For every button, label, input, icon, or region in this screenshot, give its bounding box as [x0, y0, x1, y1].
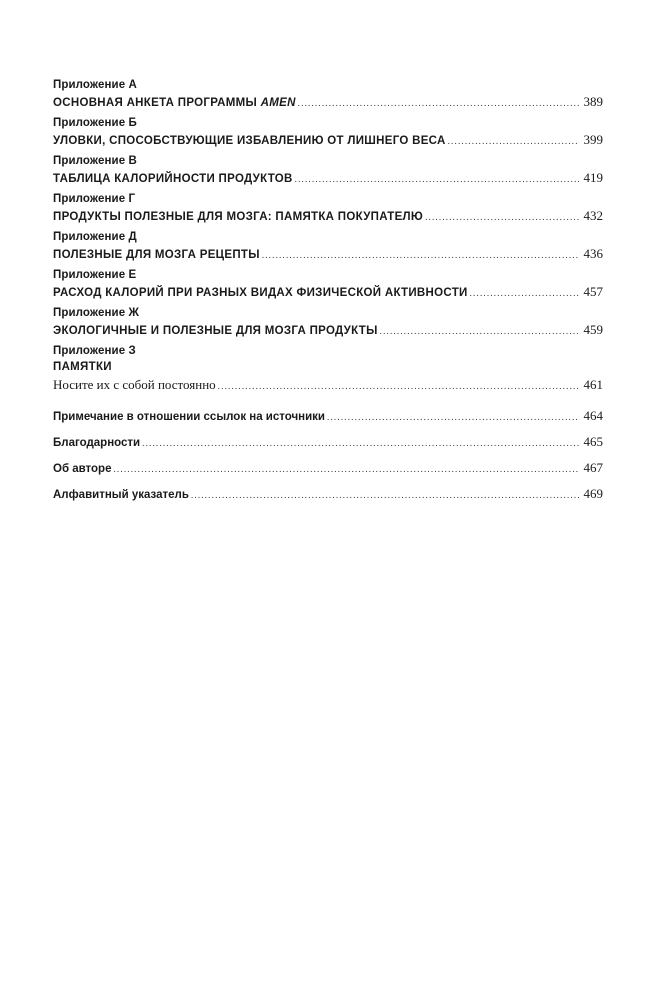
leader-dots	[142, 435, 579, 452]
leader-dots	[425, 209, 579, 226]
toc-entry-appendix-d[interactable]	[53, 230, 603, 262]
page-number: 457	[583, 284, 603, 299]
leader-dots	[262, 247, 579, 264]
page-number: 399	[583, 132, 603, 147]
page-number: 469	[583, 486, 603, 501]
section-title: Примечание в отношении ссылок на источники	[53, 411, 326, 423]
appendix-label: Приложение З	[53, 345, 136, 357]
leader-dots	[327, 409, 579, 426]
leader-dots	[448, 133, 579, 150]
appendix-label: Приложение Г	[53, 193, 136, 205]
appendix-label: Приложение Ж	[53, 307, 139, 319]
leader-dots	[380, 323, 579, 340]
toc-entry-appendix-b[interactable]	[53, 116, 603, 148]
section-title: Благодарности	[53, 437, 141, 449]
page-number: 389	[583, 94, 603, 109]
page-number: 419	[583, 170, 603, 185]
appendix-label: Приложение В	[53, 155, 137, 167]
appendix-subtitle: Носите их с собой постоянно	[53, 377, 216, 392]
appendix-title: ПАМЯТКИ	[53, 361, 112, 373]
section-title: Об авторе	[53, 463, 112, 475]
table-of-contents	[53, 78, 603, 502]
toc-line	[53, 131, 603, 148]
appendix-label: Приложение А	[53, 79, 137, 91]
appendix-title: ПРОДУКТЫ ПОЛЕЗНЫЕ ДЛЯ МОЗГА: ПАМЯТКА ПОКУПАТЕЛЮ	[53, 211, 424, 223]
toc-entry-acknowledgements[interactable]	[53, 433, 603, 450]
toc-entry-appendix-e[interactable]	[53, 268, 603, 300]
page-number: 461	[583, 377, 603, 392]
page-number: 465	[583, 434, 603, 449]
leader-dots	[218, 378, 579, 395]
page-number: 432	[583, 208, 603, 223]
page-number: 459	[583, 322, 603, 337]
appendix-label: Приложение Д	[53, 231, 137, 243]
toc-entry-appendix-zh[interactable]	[53, 306, 603, 338]
toc-entry-about-author[interactable]	[53, 459, 603, 476]
appendix-label: Приложение Б	[53, 117, 137, 129]
toc-line	[53, 245, 603, 262]
toc-line	[53, 169, 603, 186]
toc-entry-notes[interactable]	[53, 407, 603, 424]
appendix-title: ТАБЛИЦА КАЛОРИЙНОСТИ ПРОДУКТОВ	[53, 173, 293, 185]
appendix-title: ПОЛЕЗНЫЕ ДЛЯ МОЗГА РЕЦЕПТЫ	[53, 249, 260, 261]
toc-line	[53, 93, 603, 110]
appendix-title: УЛОВКИ, СПОСОБСТВУЮЩИЕ ИЗБАВЛЕНИЮ ОТ ЛИШНЕГО ВЕСА	[53, 135, 446, 147]
toc-entry-appendix-v[interactable]	[53, 154, 603, 186]
page-number: 467	[583, 460, 603, 475]
leader-dots	[295, 171, 579, 188]
toc-line	[53, 321, 603, 338]
leader-dots	[298, 95, 579, 112]
toc-entry-appendix-z[interactable]	[53, 344, 603, 393]
appendix-title: ЭКОЛОГИЧНЫЕ И ПОЛЕЗНЫЕ ДЛЯ МОЗГА ПРОДУКТЫ	[53, 325, 378, 337]
page-number: 436	[583, 246, 603, 261]
section-title: Алфавитный указатель	[53, 489, 189, 501]
toc-line	[53, 283, 603, 300]
page-number: 464	[583, 408, 603, 423]
leader-dots	[113, 461, 579, 478]
toc-line	[53, 376, 603, 393]
toc-line	[53, 359, 603, 376]
toc-entry-appendix-a[interactable]	[53, 78, 603, 110]
toc-line	[53, 207, 603, 224]
leader-dots	[470, 285, 579, 302]
appendix-title: ОСНОВНАЯ АНКЕТА ПРОГРАММЫ AMEN	[53, 97, 296, 109]
toc-entry-appendix-g[interactable]	[53, 192, 603, 224]
appendix-label: Приложение Е	[53, 269, 137, 281]
leader-dots	[191, 487, 579, 504]
toc-entry-index[interactable]	[53, 485, 603, 502]
appendix-title: РАСХОД КАЛОРИЙ ПРИ РАЗНЫХ ВИДАХ ФИЗИЧЕСКОЙ АКТИВНОСТИ	[53, 287, 468, 299]
